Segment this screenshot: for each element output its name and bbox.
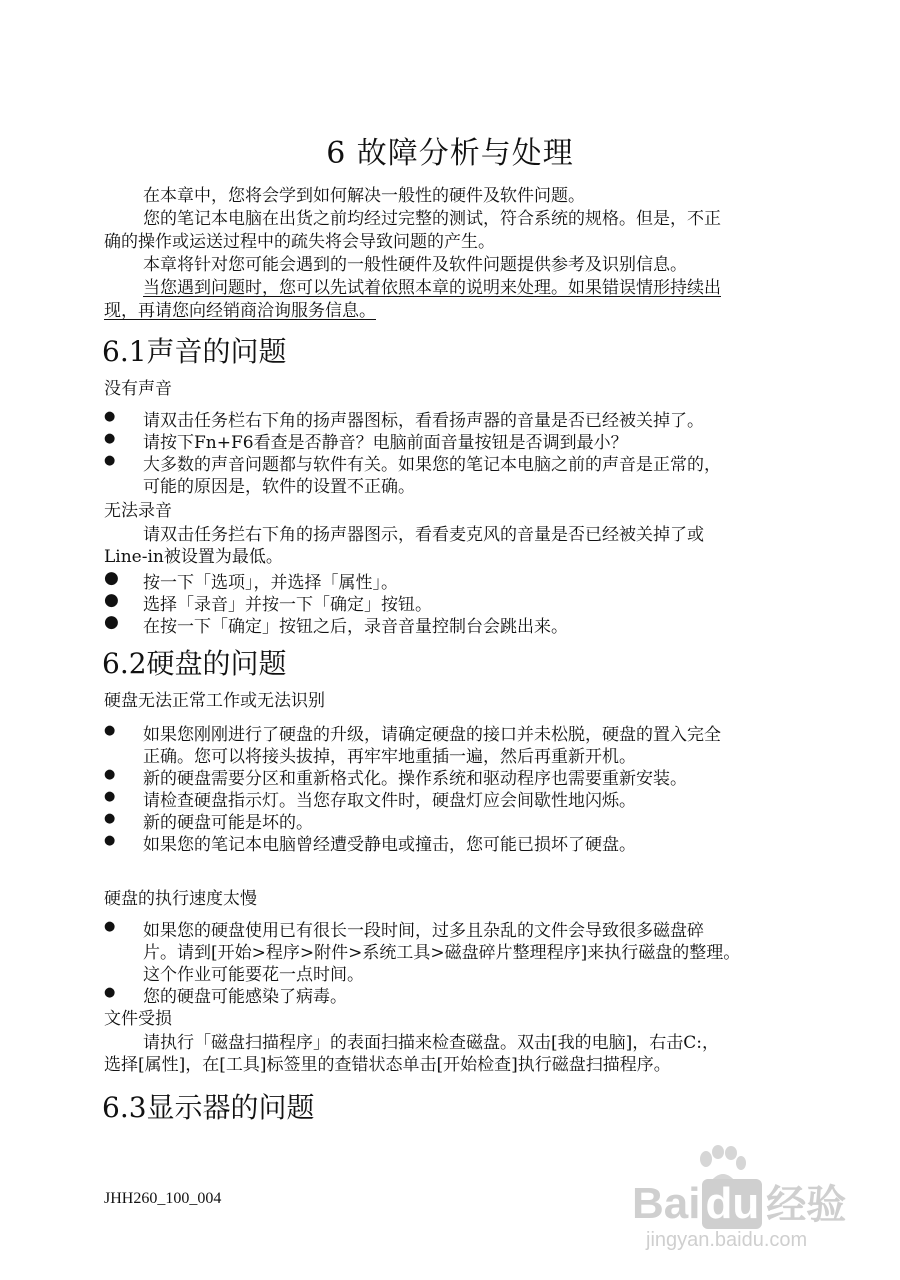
watermark-url: jingyan.baidu.com (646, 1229, 808, 1251)
record-step-3: 在按一下「确定」按钮之后，录音音量控制台会跳出来。 (143, 617, 568, 637)
section-heading-6-3: 6.3显示器的问题 (102, 1091, 315, 1124)
chapter-title: 6 故障分析与处理 (326, 136, 574, 171)
disk-bullet-3: 请检查硬盘指示灯。当您存取文件时，硬盘灯应会间歇性地闪烁。 (143, 791, 636, 811)
bullet-icon: ● (104, 590, 119, 610)
record-paragraph-line-2: Line-in被设置为最低。 (104, 547, 283, 567)
intro-paragraph-2-line-1: 您的笔记本电脑在出货之前均经过完整的测试，符合系统的规格。但是，不正 (143, 209, 721, 229)
section-heading-6-1: 6.1声音的问题 (102, 335, 287, 368)
watermark-brand: Bai (632, 1179, 701, 1228)
subheading-cannot-record: 无法录音 (104, 501, 172, 521)
baidu-jingyan-watermark (632, 1145, 882, 1255)
disk-bullet-4: 新的硬盘可能是坏的。 (143, 813, 313, 833)
bullet-icon: ● (104, 723, 116, 738)
disk-bullet-2: 新的硬盘需要分区和重新格式化。操作系统和驱动程序也需要重新安装。 (143, 769, 687, 789)
slow-bullet-1-line-3: 这个作业可能要花一点时间。 (143, 965, 364, 985)
watermark-brand-du: du (702, 1179, 762, 1229)
section-heading-6-2: 6.2硬盘的问题 (102, 647, 287, 680)
bullet-icon: ● (104, 833, 116, 848)
bullet-icon: ● (104, 767, 116, 782)
watermark-brand-cn: 经验 (766, 1182, 847, 1228)
file-damaged-paragraph-line-2: 选择[属性]，在[工具]标签里的查错状态单击[开始检查]执行磁盘扫描程序。 (104, 1055, 671, 1075)
no-sound-bullet-3-line-2: 可能的原因是，软件的设置不正确。 (143, 477, 415, 497)
bullet-icon: ● (104, 985, 116, 1000)
no-sound-bullet-2: 请按下Fn+F6看查是否静音？电脑前面音量按钮是否调到最小？ (143, 433, 628, 453)
subheading-disk-slow: 硬盘的执行速度太慢 (104, 889, 257, 909)
intro-paragraph-2-line-2: 确的操作或运送过程中的疏失将会导致问题的产生。 (104, 232, 495, 252)
bullet-icon: ● (104, 612, 119, 632)
disk-bullet-1-line-1: 如果您刚刚进行了硬盘的升级，请确定硬盘的接口并未松脱，硬盘的置入完全 (143, 725, 721, 745)
no-sound-bullet-3-line-1: 大多数的声音问题都与软件有关。如果您的笔记本电脑之前的声音是正常的， (143, 455, 721, 475)
slow-bullet-2: 您的硬盘可能感染了病毒。 (143, 987, 347, 1007)
bullet-icon: ● (104, 431, 116, 446)
intro-paragraph-1: 在本章中，您将会学到如何解决一般性的硬件及软件问题。 (143, 186, 585, 206)
bullet-icon: ● (104, 568, 119, 588)
subheading-disk-not-working: 硬盘无法正常工作或无法识别 (104, 691, 325, 711)
bullet-icon: ● (104, 811, 116, 826)
bullet-icon: ● (104, 919, 116, 934)
no-sound-bullet-1: 请双击任务栏右下角的扬声器图标，看看扬声器的音量是否已经被关掉了。 (143, 411, 704, 431)
subheading-file-damaged: 文件受损 (104, 1009, 172, 1029)
record-step-2: 选择「录音」并按一下「确定」按钮。 (143, 595, 432, 615)
file-damaged-paragraph-line-1: 请执行「磁盘扫描程序」的表面扫描来检查磁盘。双击[我的电脑]，右击C:， (143, 1033, 719, 1053)
bullet-icon: ● (104, 789, 116, 804)
disk-bullet-1-line-2: 正确。您可以将接头拔掉，再牢牢地重插一遍，然后再重新开机。 (143, 747, 636, 767)
footer-document-code: JHH260_100_004 (104, 1190, 222, 1207)
intro-paragraph-4-line-2: 现，再请您向经销商洽询服务信息。 (104, 301, 376, 321)
record-paragraph-line-1: 请双击任务拦右下角的扬声器图示，看看麦克风的音量是否已经被关掉了或 (143, 525, 704, 545)
record-step-1: 按一下「选项」，并选择「属性」。 (143, 573, 398, 593)
slow-bullet-1-line-2: 片。请到[开始>程序>附件>系统工具>磁盘碎片整理程序]来执行磁盘的整理。 (143, 943, 741, 963)
bullet-icon: ● (104, 453, 116, 468)
subheading-no-sound: 没有声音 (104, 379, 172, 399)
bullet-icon: ● (104, 409, 116, 424)
intro-paragraph-4-line-1: 当您遇到问题时，您可以先试着依照本章的说明来处理。如果错误情形持续出 (143, 278, 721, 298)
intro-paragraph-3: 本章将针对您可能会遇到的一般性硬件及软件问题提供参考及识别信息。 (143, 255, 687, 275)
disk-bullet-5: 如果您的笔记本电脑曾经遭受静电或撞击，您可能已损坏了硬盘。 (143, 835, 636, 855)
slow-bullet-1-line-1: 如果您的硬盘使用已有很长一段时间，过多且杂乱的文件会导致很多磁盘碎 (143, 921, 704, 941)
